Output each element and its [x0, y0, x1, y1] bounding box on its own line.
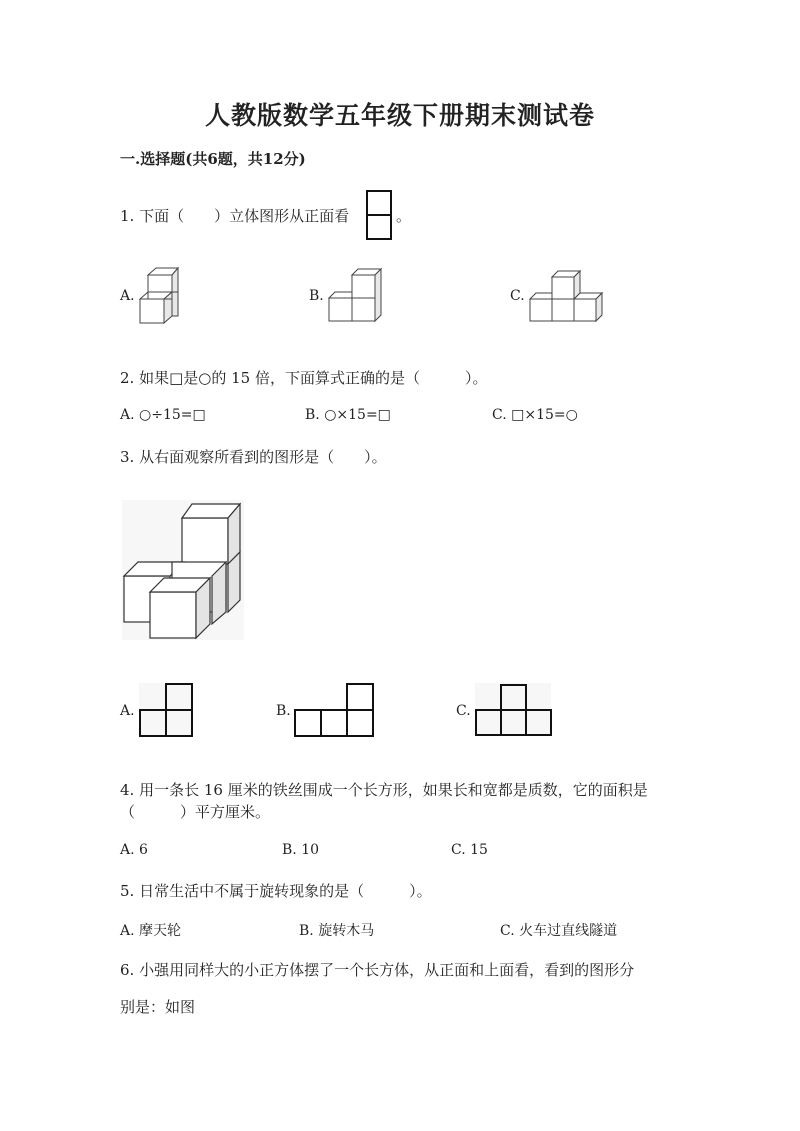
q4-option-b: B. 10 — [282, 842, 320, 858]
question-4-text-line1: 4. 用一条长 16 厘米的铁丝围成一个长方形，如果长和宽都是质数，它的面积是 — [120, 781, 648, 799]
q1-option-b-cubes — [327, 268, 382, 324]
section-heading: 一.选择题(共6题，共12分) — [120, 150, 306, 168]
q3-option-a-label: A. — [120, 703, 135, 719]
q3-cube-figure — [122, 500, 244, 640]
q1-option-b-label: B. — [309, 288, 324, 304]
q2-option-c: C. □×15=○ — [492, 407, 578, 423]
q1-option-a-cubes — [138, 263, 180, 325]
question-1-period: 。 — [396, 207, 412, 225]
question-1 — [120, 205, 349, 226]
q5-option-c: C. 火车过直线隧道 — [500, 923, 618, 939]
q1-front-view-figure — [366, 190, 392, 240]
q5-option-b: B. 旋转木马 — [299, 923, 375, 939]
question-2-text: 2. 如果□是○的 15 倍，下面算式正确的是（ ）。 — [120, 369, 488, 387]
q1-option-c-label: C. — [510, 288, 525, 304]
q1-option-c-cubes — [528, 270, 604, 324]
question-6-text-line1: 6. 小强用同样大的小正方体摆了一个长方体，从正面和上面看，看到的图形分 — [120, 961, 635, 979]
question-1-text: 1. 下面（ ）立体图形从正面看 — [120, 207, 350, 225]
q3-option-c-figure — [474, 682, 554, 737]
q3-option-b-figure — [293, 682, 375, 737]
q3-option-b-label: B. — [276, 703, 291, 719]
q2-option-b: B. ○×15=□ — [305, 407, 391, 423]
question-4-text-line2: （ ）平方厘米。 — [120, 803, 271, 821]
q2-option-a: A. ○÷15=□ — [120, 407, 206, 423]
q5-option-a: A. 摩天轮 — [120, 923, 182, 939]
q3-option-a-figure — [138, 682, 194, 737]
q4-option-c: C. 15 — [451, 842, 488, 858]
q1-option-a-label: A. — [120, 288, 135, 304]
question-5-text: 5. 日常生活中不属于旋转现象的是（ ）。 — [120, 882, 432, 900]
q4-option-a: A. 6 — [120, 842, 148, 858]
q3-option-c-label: C. — [456, 703, 471, 719]
question-3-text: 3. 从右面观察所看到的图形是（ ）。 — [120, 448, 387, 466]
question-6-text-line2: 别是：如图 — [120, 998, 196, 1016]
page-title: 人教版数学五年级下册期末测试卷 — [204, 101, 595, 130]
